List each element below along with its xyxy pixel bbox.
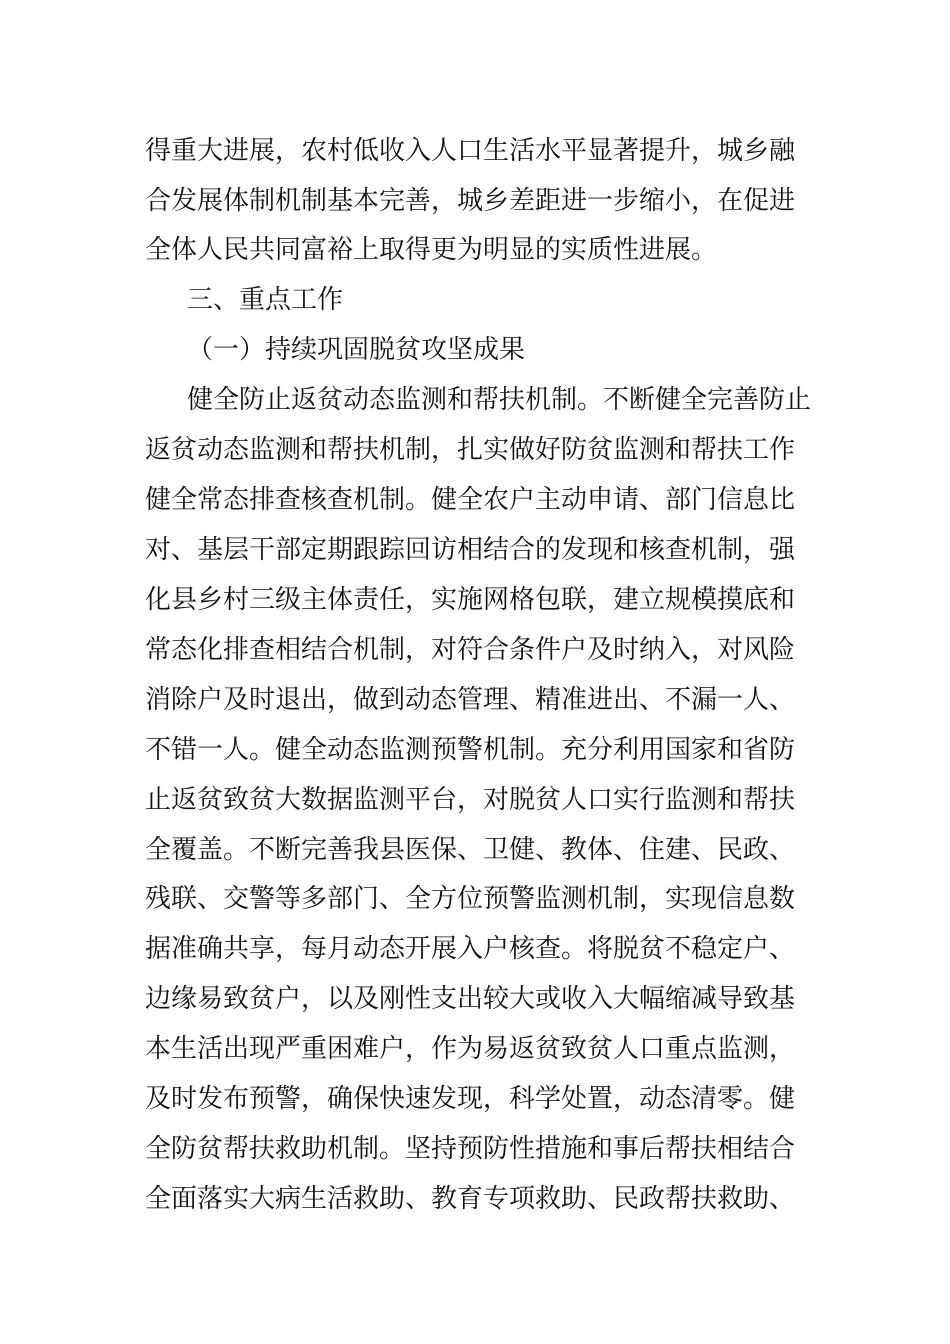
- subsection-heading: （一）持续巩固脱贫攻坚成果: [187, 335, 526, 365]
- text-line: 及时发布预警，确保快速发现，科学处置，动态清零。健: [145, 1084, 796, 1114]
- text-line: 得重大进展，农村低收入人口生活水平显著提升，城乡融: [145, 136, 796, 166]
- text-line: 常态化排查相结合机制，对符合条件户及时纳入，对风险: [145, 635, 796, 665]
- text-line: 残联、交警等多部门、全方位预警监测机制，实现信息数: [145, 884, 796, 914]
- text-line: 全体人民共同富裕上取得更为明显的实质性进展。: [145, 235, 718, 265]
- text-line: 合发展体制机制基本完善，城乡差距进一步缩小，在促进: [145, 186, 796, 216]
- text-line: 健全常态排查核查机制。健全农户主动申请、部门信息比: [145, 485, 796, 515]
- text-line: 全防贫帮扶救助机制。坚持预防性措施和事后帮扶相结合: [145, 1134, 796, 1164]
- text-line: 止返贫致贫大数据监测平台，对脱贫人口实行监测和帮扶: [145, 785, 796, 815]
- text-line: 边缘易致贫户，以及刚性支出较大或收入大幅缩减导致基: [145, 984, 796, 1014]
- text-line: 健全防止返贫动态监测和帮扶机制。不断健全完善防止: [187, 385, 812, 415]
- text-line: 消除户及时退出，做到动态管理、精准进出、不漏一人、: [145, 685, 796, 715]
- text-line: 据准确共享，每月动态开展入户核查。将脱贫不稳定户、: [145, 934, 796, 964]
- text-line: 全覆盖。不断完善我县医保、卫健、教体、住建、民政、: [145, 835, 796, 865]
- section-heading: 三、重点工作: [187, 285, 344, 315]
- text-line: 全面落实大病生活救助、教育专项救助、民政帮扶救助、: [145, 1184, 796, 1214]
- text-line: 化县乡村三级主体责任，实施网格包联，建立规模摸底和: [145, 585, 796, 615]
- text-line: 返贫动态监测和帮扶机制，扎实做好防贫监测和帮扶工作: [145, 435, 796, 465]
- text-line: 对、基层干部定期跟踪回访相结合的发现和核查机制，强: [145, 535, 796, 565]
- text-line: 不错一人。健全动态监测预警机制。充分利用国家和省防: [145, 735, 796, 765]
- text-line: 本生活出现严重困难户，作为易返贫致贫人口重点监测，: [145, 1034, 796, 1064]
